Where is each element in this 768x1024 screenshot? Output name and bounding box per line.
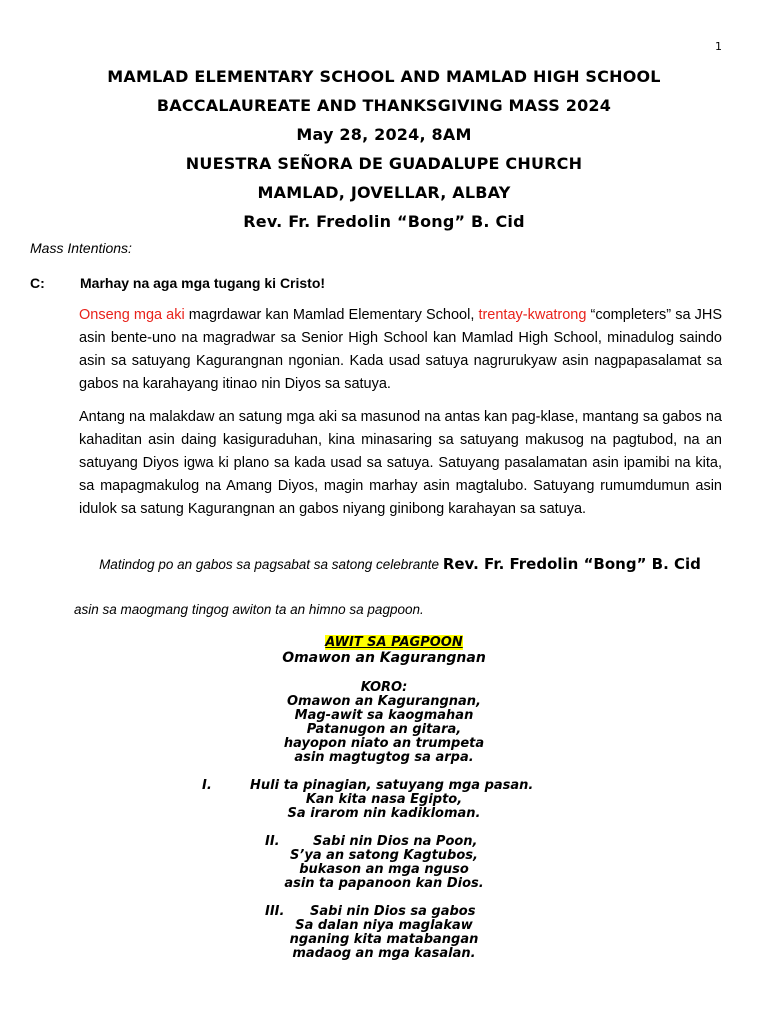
- song-title-row: [0, 636, 768, 650]
- church-location: MAMLAD, JOVELLAR, ALBAY: [257, 183, 511, 202]
- verse-1-first-line: [202, 779, 533, 793]
- chorus-label: KORO:: [360, 680, 408, 695]
- completers-count-highlight: trentay-kwatrong: [478, 307, 587, 323]
- event-date: May 28, 2024, 8AM: [296, 125, 472, 144]
- song-subtitle: Omawon an Kagurangnan: [282, 650, 486, 666]
- graduates-count-highlight: Onseng mga aki: [79, 307, 185, 323]
- chorus-line: Omawon an Kagurangnan,: [286, 694, 482, 709]
- celebrant-name: Rev. Fr. Fredolin “Bong” B. Cid: [243, 212, 525, 231]
- verse-line: Kan kita nasa Egipto,: [305, 792, 463, 807]
- invitation: [70, 555, 730, 574]
- verse-number: III.: [265, 904, 285, 919]
- speaker-label: C:: [30, 275, 45, 291]
- verse-line: nganing kita matabangan: [289, 932, 479, 947]
- invitation-tail: asin sa maogmang tingog awiton ta an himno sa pagpoon.: [74, 602, 424, 617]
- mass-intentions-label: Mass Intentions:: [30, 240, 132, 256]
- song-title: AWIT SA PAGPOON: [325, 635, 463, 650]
- invitation-intro: Matindog po an gabos sa pagsabat sa satong celebrante: [99, 557, 440, 572]
- chorus-line: Mag-awit sa kaogmahan: [294, 708, 474, 723]
- verse-number: II.: [265, 834, 280, 849]
- chorus-line: hayopon niato an trumpeta: [283, 736, 485, 751]
- invitation-priest: Rev. Fr. Fredolin “Bong” B. Cid: [442, 555, 701, 573]
- paragraph-text-part1: magrdawar kan Mamlad Elementary School,: [184, 307, 479, 323]
- verse-3-first-line: [265, 905, 475, 919]
- school-title: MAMLAD ELEMENTARY SCHOOL AND MAMLAD HIGH SCHOOL: [107, 67, 661, 86]
- verse-line: Sa dalan niya maglakaw: [295, 918, 473, 933]
- paragraph-text-part2: “completers” sa JHS asin bente-uno na magradwar sa Senior High School kan Mamlad High School, minadulog saindo asin sa satuyang Kagurangnan ngonian. Kada usad satuya nagrurukyaw asin nagpapasalamat sa gabos na karahayang itinao nin Diyos sa satuya.: [79, 307, 722, 392]
- verse-line: Sabi nin Dios sa gabos: [310, 904, 476, 919]
- greeting-text: Marhay na aga mga tugang ki Cristo!: [80, 275, 326, 291]
- verse-line: Sa irarom nin kadikloman.: [287, 806, 481, 821]
- verse-line: asin ta papanoon kan Dios.: [284, 876, 484, 891]
- verse-line: S’ya an satong Kagtubos,: [290, 848, 478, 863]
- verse-line: bukason an mga nguso: [299, 862, 469, 877]
- verse-number: I.: [202, 778, 212, 793]
- verse-2-first-line: [265, 835, 478, 849]
- event-title: BACCALAUREATE AND THANKSGIVING MASS 2024: [156, 96, 612, 115]
- church-name: NUESTRA SEÑORA DE GUADALUPE CHURCH: [185, 154, 583, 173]
- chorus-line: Patanugon an gitara,: [306, 722, 462, 737]
- paragraph-completers: [79, 304, 722, 396]
- verse-line: madaog an mga kasalan.: [292, 946, 476, 961]
- paragraph-prayer: Antang na malakdaw an satung mga aki sa masunod na antas kan pag-klase, mantang sa gabos na kahaditan asin daing kasiguraduhan, kina minasaring sa satuyang makusog na pagtubod, na an satuyang Diyos igwa ki plano sa kada usad sa satuya. Satuyang pasalamatan asin ipamibi na kita, sa mapagmakulog na Amang Diyos, magin marhay asin magtalubo. Satuyang rumumdumun asin idulok sa satung Kagurangnan an gabos niyang ginibong karahayan sa satuya.: [79, 409, 722, 517]
- chorus-line: asin magtugtog sa arpa.: [294, 750, 474, 765]
- greeting: [30, 275, 325, 291]
- verse-line: Sabi nin Dios na Poon,: [313, 834, 478, 849]
- page-number: 1: [715, 40, 722, 53]
- verse-line: Huli ta pinagian, satuyang mga pasan.: [250, 778, 534, 793]
